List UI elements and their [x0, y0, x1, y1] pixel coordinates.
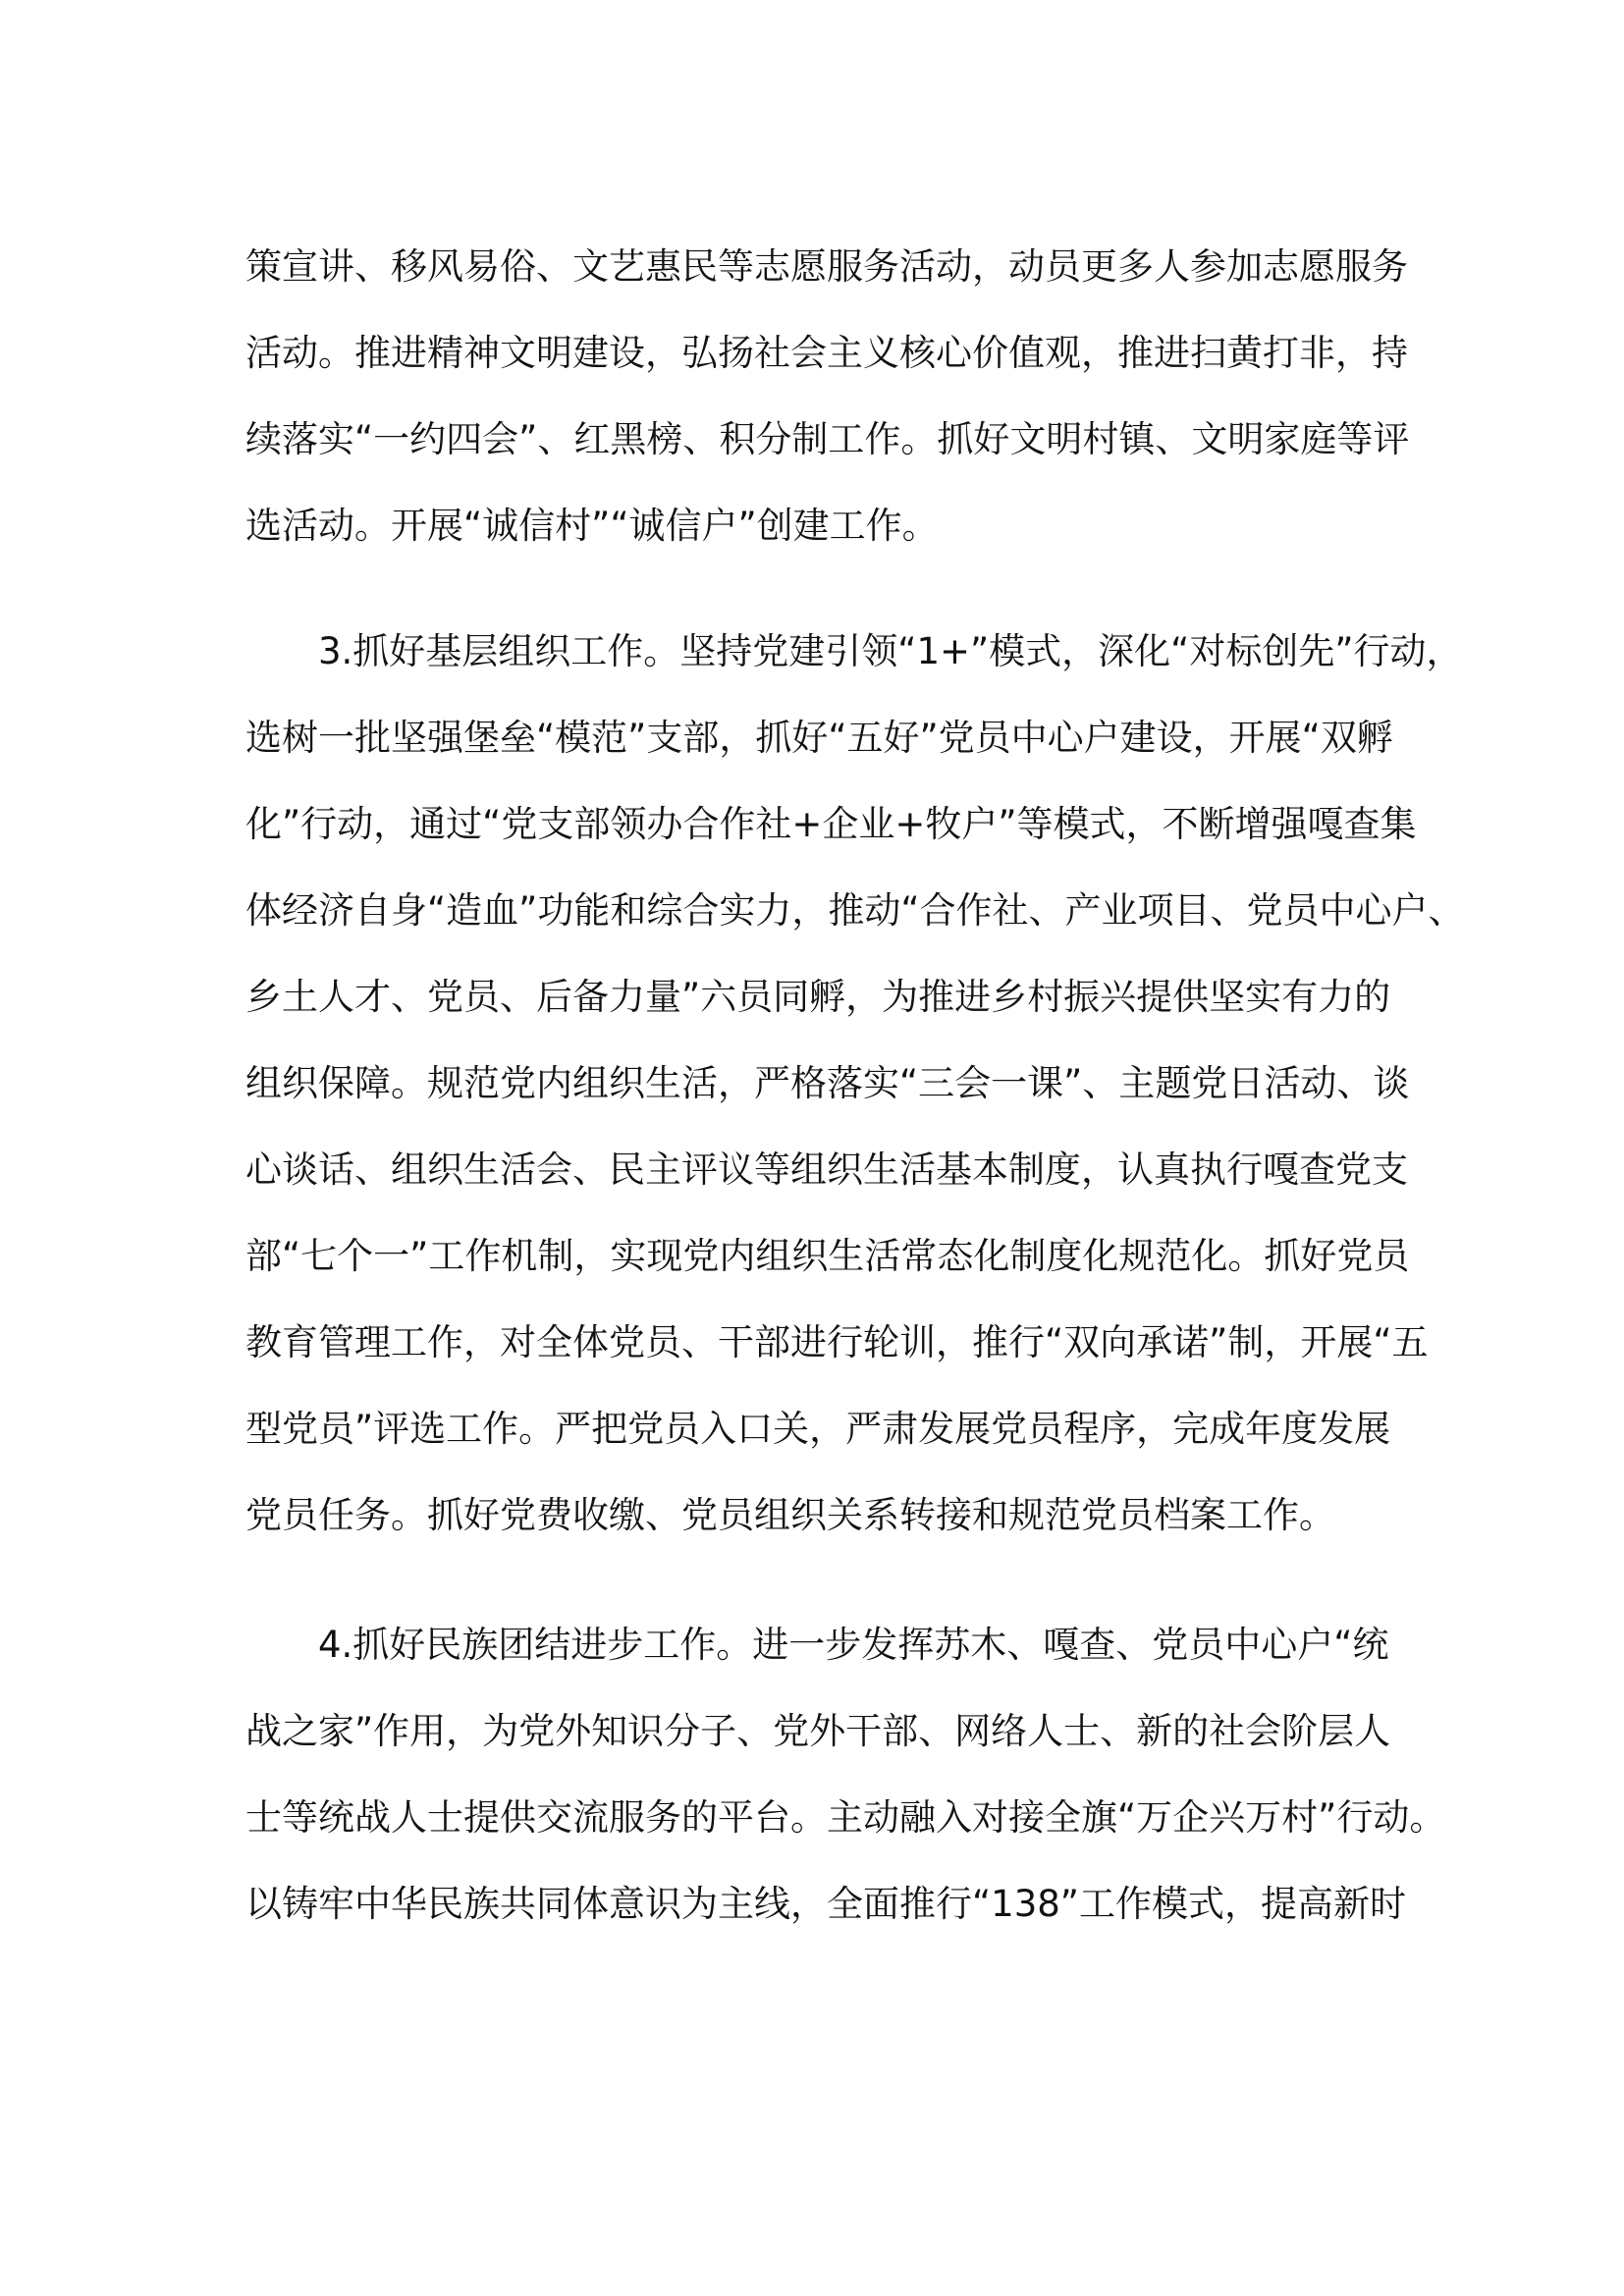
text-line: 选活动。开展“诚信村”“诚信户”创建工作。: [245, 505, 939, 547]
text-line: 3.抓好基层组织工作。坚持党建引领“1+”模式，深化“对标创先”行动，: [318, 630, 1463, 672]
text-line: 续落实“一约四会”、红黑榜、积分制工作。抓好文明村镇、文明家庭等评: [245, 418, 1410, 460]
paragraph-ethnic-unity: [245, 1602, 1446, 1948]
text-line: 组织保障。规范党内组织生活，严格落实“三会一课”、主题党日活动、谈: [245, 1062, 1410, 1104]
paragraph-volunteer-civilization: [245, 224, 1410, 569]
text-line: 战之家”作用，为党外知识分子、党外干部、网络人士、新的社会阶层人: [245, 1710, 1391, 1752]
text-line: 4.抓好民族团结进步工作。进一步发挥苏木、嘎查、党员中心户“统: [318, 1624, 1389, 1666]
text-line: 党员任务。抓好党费收缴、党员组织关系转接和规范党员档案工作。: [245, 1494, 1335, 1536]
text-line: 策宣讲、移风易俗、文艺惠民等志愿服务活动，动员更多人参加志愿服务: [245, 245, 1408, 288]
text-line: 化”行动，通过“党支部领办合作社+企业+牧户”等模式，不断增强嘎查集: [245, 803, 1417, 845]
text-line: 教育管理工作，对全体党员、干部进行轮训，推行“双向承诺”制，开展“五: [245, 1321, 1429, 1363]
text-line: 型党员”评选工作。严把党员入口关，严肃发展党员程序，完成年度发展: [245, 1408, 1391, 1450]
text-line: 选树一批坚强堡垒“模范”支部，抓好“五好”党员中心户建设，开展“双孵: [245, 717, 1393, 759]
text-line: 乡土人才、党员、后备力量”六员同孵，为推进乡村振兴提供坚实有力的: [245, 976, 1391, 1018]
text-line: 活动。推进精神文明建设，弘扬社会主义核心价值观，推进扫黄打非，持: [245, 332, 1408, 374]
text-line: 士等统战人士提供交流服务的平台。主动融入对接全旗“万企兴万村”行动。: [245, 1796, 1446, 1839]
text-line: 心谈话、组织生活会、民主评议等组织生活基本制度，认真执行嘎查党支: [245, 1148, 1408, 1191]
text-line: 体经济自身“造血”功能和综合实力，推动“合作社、产业项目、党员中心户、: [245, 889, 1465, 932]
text-line: 以铸牢中华民族共同体意识为主线，全面推行“138”工作模式，提高新时: [245, 1883, 1406, 1925]
text-line: 部“七个一”工作机制，实现党内组织生活常态化制度化规范化。抓好党员: [245, 1235, 1410, 1277]
paragraph-grassroots-organization: [245, 609, 1465, 1559]
